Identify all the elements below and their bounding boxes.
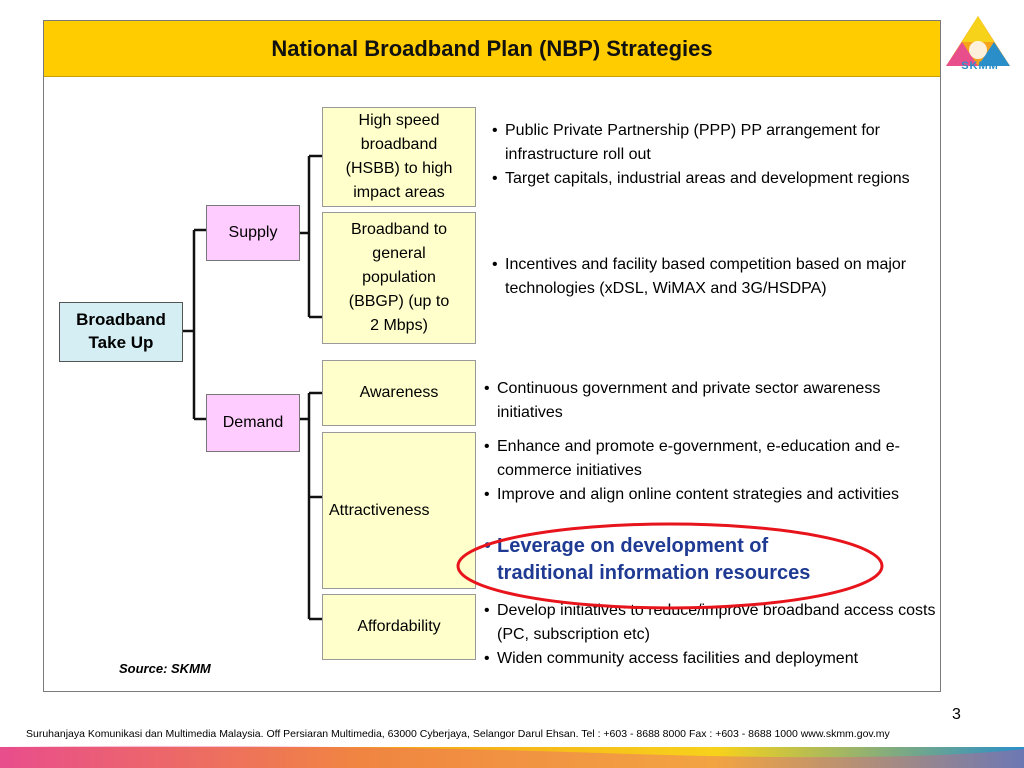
bbgp-line: 2 Mbps) — [370, 317, 428, 334]
bullet-item: • Improve and align online content strategies and activities — [484, 483, 929, 507]
awareness-label: Awareness — [359, 384, 439, 402]
hsbb-line: broadband — [360, 136, 438, 153]
demand-label: Demand — [222, 414, 284, 432]
highlight-bullet — [484, 533, 864, 587]
footer-text: Suruhanjaya Komunikasi dan Multimedia Malaysia. Off Persiaran Multimedia, 63000 Cyberjaya, Selangor Darul Ehsan. Tel : +603 - 8688 8000 Fax : +603 - 8688 1000 www.skmm.gov.my — [26, 728, 890, 740]
hsbb-line: impact areas — [353, 184, 445, 201]
slide-title: National Broadband Plan (NBP) Strategies — [271, 35, 713, 61]
highlighted-bullet: • Leverage on development of traditional information resources — [484, 533, 864, 587]
hsbb-bullets — [492, 119, 932, 191]
demand-box — [206, 394, 300, 452]
affordability-box — [322, 594, 476, 660]
page-number: 3 — [952, 706, 961, 723]
bbgp-line: population — [362, 269, 436, 286]
bullet-item: • Incentives and facility based competition based on major technologies (xDSL, WiMAX and 3G/HSDPA) — [492, 253, 912, 301]
attractiveness-bullets — [484, 435, 929, 507]
bullet-item: • Target capitals, industrial areas and development regions — [492, 167, 932, 191]
bbgp-bullets — [492, 253, 912, 301]
bullet-item: • Continuous government and private sector awareness initiatives — [484, 377, 884, 425]
bullet-item: • Enhance and promote e-government, e-education and e-commerce initiatives — [484, 435, 929, 483]
bbgp-line: Broadband to — [350, 221, 448, 238]
bullet-item: • Develop initiatives to reduce/improve broadband access costs (PC, subscription etc) — [484, 599, 939, 647]
root-line-2: Take Up — [88, 333, 154, 352]
awareness-box — [322, 360, 476, 426]
bullet-item: • Widen community access facilities and deployment — [484, 647, 939, 671]
attractiveness-box — [322, 432, 476, 589]
hsbb-line: (HSBB) to high — [345, 160, 453, 177]
diagram-frame — [43, 20, 941, 692]
hsbb-box — [322, 107, 476, 207]
supply-label: Supply — [228, 224, 278, 242]
logo-text: SKMM — [961, 60, 999, 72]
affordability-label: Affordability — [357, 618, 441, 636]
supply-box — [206, 205, 300, 261]
bbgp-line: (BBGP) (up to — [348, 293, 450, 310]
root-line-1: Broadband — [76, 310, 166, 330]
hsbb-line: High speed — [358, 112, 440, 129]
broadband-take-up-box — [59, 302, 183, 362]
bbgp-box — [322, 212, 476, 344]
bullet-item: • Public Private Partnership (PPP) PP arrangement for infrastructure roll out — [492, 119, 932, 167]
source-note: Source: SKMM — [119, 661, 211, 676]
affordability-bullets — [484, 599, 939, 671]
attractiveness-label: Attractiveness — [329, 501, 430, 519]
decorative-strip — [0, 743, 1024, 768]
awareness-bullets — [484, 377, 884, 425]
bbgp-line: general — [372, 245, 426, 262]
